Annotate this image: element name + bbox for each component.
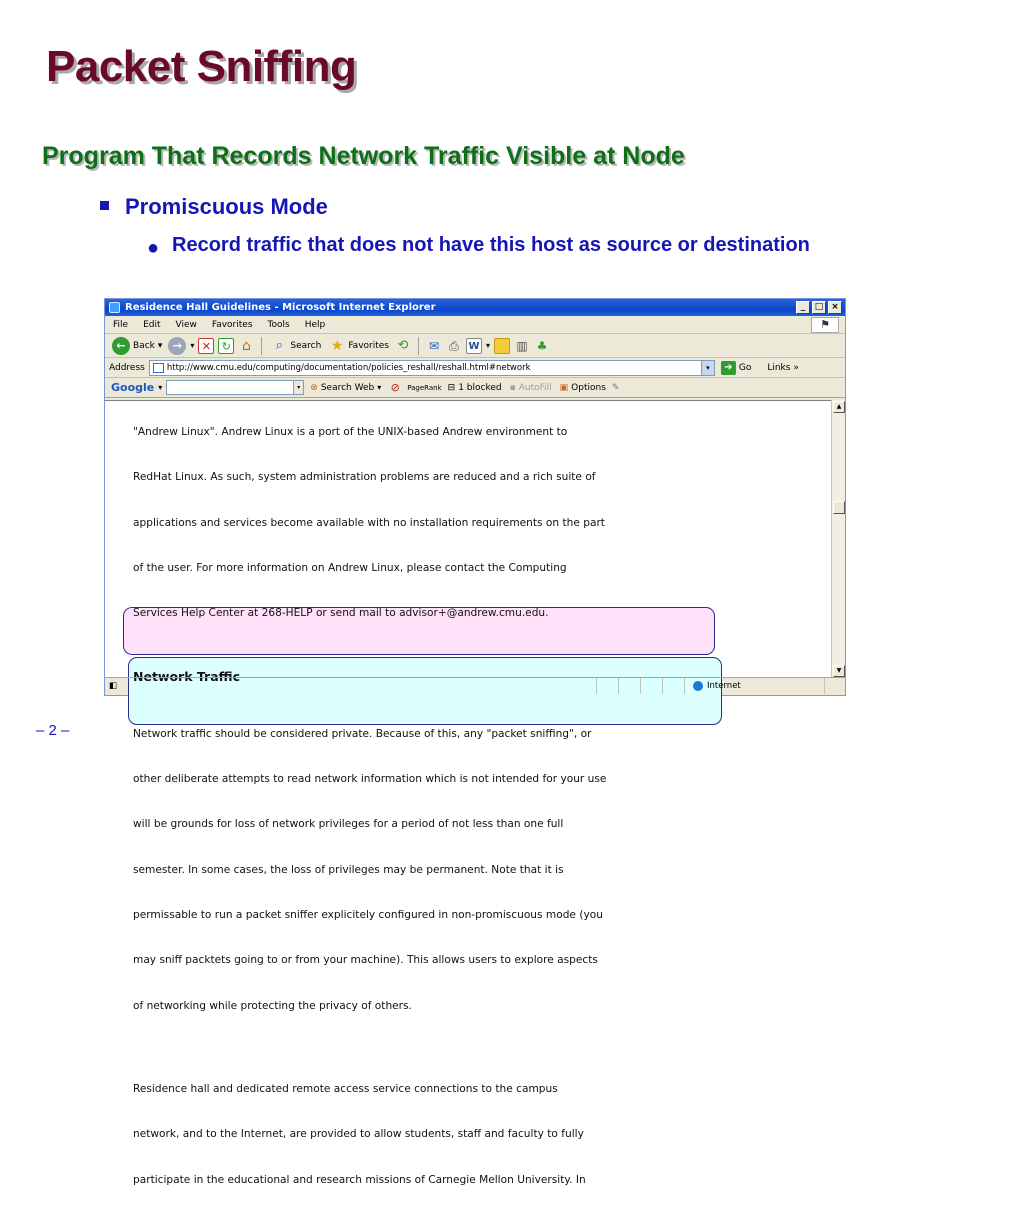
intro-line-5: Services Help Center at 268-HELP or send mail to advisor+@andrew.cmu.edu. <box>133 607 549 620</box>
print-button[interactable]: ⎙ <box>449 338 459 353</box>
intro-line-4: of the user. For more information on Andrew Linux, please contact the Computing <box>133 562 567 575</box>
menu-tools[interactable]: Tools <box>267 320 290 330</box>
security-zone <box>685 678 825 694</box>
minimize-button[interactable]: _ <box>796 301 810 314</box>
standard-toolbar <box>105 334 845 358</box>
residence-line-3: participate in the educational and research missions of Carnegie Mellon University. In <box>133 1173 586 1186</box>
intro-line-1: "Andrew Linux". Andrew Linux is a port of the UNIX-based Andrew environment to <box>133 426 568 439</box>
google-search-input[interactable] <box>166 380 304 395</box>
browser-window <box>104 298 846 1186</box>
network-line-7: of networking while protecting the privacy of others. <box>133 999 412 1012</box>
address-url: http://www.cmu.edu/computing/documentation/policies_reshall/reshall.html#network <box>166 362 531 373</box>
back-button[interactable] <box>110 337 164 355</box>
close-button[interactable]: × <box>828 301 842 314</box>
mail-button[interactable]: ✉ <box>428 338 440 353</box>
maximize-button[interactable]: □ <box>812 301 826 314</box>
address-field[interactable] <box>149 360 715 376</box>
page-done-icon: ◧ <box>109 681 118 691</box>
window-controls <box>796 301 842 314</box>
news-icon[interactable]: ⊘ <box>390 380 400 394</box>
globe-icon <box>693 681 703 691</box>
network-line-3: will be grounds for loss of network privileges for a period of not less than one full <box>133 818 564 831</box>
square-bullet-icon <box>100 201 109 210</box>
residence-line-1: Residence hall and dedicated remote access service connections to the campus <box>133 1083 558 1096</box>
browser-title-bar <box>105 299 845 316</box>
page-viewport[interactable] <box>105 400 832 1186</box>
page-icon <box>153 363 164 373</box>
star-icon: ★ <box>331 337 344 354</box>
intro-line-3: applications and services become available with no installation requirements on the part <box>133 516 605 529</box>
status-cell <box>663 678 685 694</box>
status-text-cell <box>105 678 597 694</box>
go-label: Go <box>738 362 752 373</box>
google-logo[interactable]: Google <box>111 381 155 394</box>
status-bar <box>105 677 845 695</box>
history-button[interactable]: ⟲ <box>397 337 409 353</box>
menu-bar <box>105 316 845 334</box>
search-web-button[interactable] <box>308 383 383 393</box>
research-button[interactable]: ▥ <box>516 338 528 353</box>
security-zone-label: Internet <box>707 681 741 691</box>
pagerank-label: PageRank <box>407 383 442 392</box>
pencil-icon[interactable]: ✎ <box>611 382 620 393</box>
menu-edit[interactable]: Edit <box>143 320 161 330</box>
slide-subtitle: Program That Records Network Traffic Visible at Node <box>42 142 685 170</box>
popup-blocked-label: 1 blocked <box>458 382 502 393</box>
chevron-down-icon: ▾ <box>485 341 490 350</box>
menu-view[interactable]: View <box>175 320 197 330</box>
toolbar-separator <box>418 337 419 355</box>
slide-title: Packet Sniffing <box>46 42 357 91</box>
bullet-level-1-text: Promiscuous Mode <box>125 194 328 219</box>
back-label: Back <box>133 340 155 351</box>
intro-line-2: RedHat Linux. As such, system administration problems are reduced and a rich suite of <box>133 471 596 484</box>
menu-favorites[interactable]: Favorites <box>211 320 253 330</box>
back-arrow-icon: ← <box>112 337 130 355</box>
network-line-2: other deliberate attempts to read network information which is not intended for your use <box>133 773 607 786</box>
forward-button[interactable]: → <box>168 337 186 355</box>
autofill-label: AutoFill <box>518 382 552 393</box>
folder-button[interactable] <box>494 338 510 354</box>
options-label: Options <box>571 382 606 393</box>
address-label: Address <box>109 362 145 373</box>
page-body <box>133 395 606 1218</box>
search-label: Search <box>290 340 322 351</box>
status-cell <box>597 678 619 694</box>
autofill-button[interactable] <box>508 383 554 393</box>
links-button[interactable]: Links » <box>767 362 799 373</box>
address-dropdown-button[interactable]: ▾ <box>701 361 714 375</box>
network-line-1: Network traffic should be considered private. Because of this, any "packet sniffing", or <box>133 727 592 740</box>
network-line-5: permissable to run a packet sniffer explicitely configured in non-promiscuous mode (you <box>133 909 603 921</box>
popup-blocker-icon: ⊟ <box>447 382 456 393</box>
bullet-level-1 <box>100 194 328 220</box>
status-cell <box>641 678 663 694</box>
refresh-button[interactable]: ↻ <box>218 338 234 354</box>
go-button[interactable] <box>721 361 751 375</box>
page-number: – 2 – <box>36 722 70 739</box>
links-label: Links <box>767 362 791 373</box>
network-line-6: may sniff packtets going to or from your machine). This allows users to explore aspects <box>133 954 598 967</box>
popup-blocker-button[interactable] <box>446 383 504 393</box>
binoculars-icon: ⊗ <box>310 382 318 393</box>
stop-button[interactable]: ✕ <box>198 338 214 354</box>
home-button[interactable]: ⌂ <box>241 337 251 354</box>
toolbar-separator <box>261 337 262 355</box>
options-button[interactable] <box>558 383 608 393</box>
ie-app-icon <box>109 302 120 313</box>
google-search-dropdown[interactable]: ▾ <box>293 381 303 394</box>
favorites-label: Favorites <box>348 340 389 351</box>
search-icon: ⌕ <box>275 337 284 353</box>
menu-help[interactable]: Help <box>304 320 326 330</box>
bullet-level-2-text: Record traffic that does not have this host as source or destination <box>172 234 810 256</box>
network-traffic-heading: Network Traffic <box>133 668 240 684</box>
messenger-button[interactable]: ♣ <box>536 338 548 353</box>
favorites-button[interactable] <box>327 338 391 354</box>
autofill-icon: ▪ <box>509 382 516 393</box>
chevron-down-icon: ▾ <box>377 383 382 392</box>
address-bar <box>105 358 845 378</box>
chevron-down-icon: ▾ <box>158 383 163 392</box>
scroll-thumb[interactable] <box>833 501 845 514</box>
menu-file[interactable]: File <box>113 320 129 330</box>
scroll-up-button[interactable]: ▲ <box>833 401 845 413</box>
windows-flag-icon: ⚑ <box>811 317 839 333</box>
go-arrow-icon: ➔ <box>721 361 736 375</box>
bullet-level-2 <box>147 230 867 261</box>
scroll-down-button[interactable]: ▼ <box>833 665 845 677</box>
chevron-down-icon: ▾ <box>157 340 163 351</box>
browser-title: Residence Hall Guidelines - Microsoft Internet Explorer <box>125 302 436 313</box>
edit-word-button[interactable]: W <box>466 338 482 354</box>
search-web-label: Search Web <box>320 382 375 393</box>
vertical-scrollbar[interactable] <box>831 400 845 678</box>
residence-line-2: network, and to the Internet, are provided to allow students, staff and faculty to fully <box>133 1128 584 1141</box>
round-bullet-icon: ● <box>147 237 160 259</box>
network-line-4: semester. In some cases, the loss of privileges may be permanent. Note that it is <box>133 863 564 876</box>
chevron-down-icon: ▾ <box>190 341 195 350</box>
status-cell <box>619 678 641 694</box>
options-icon: ▣ <box>559 382 569 393</box>
paragraph-gap <box>133 1044 606 1052</box>
search-button[interactable] <box>269 338 323 354</box>
